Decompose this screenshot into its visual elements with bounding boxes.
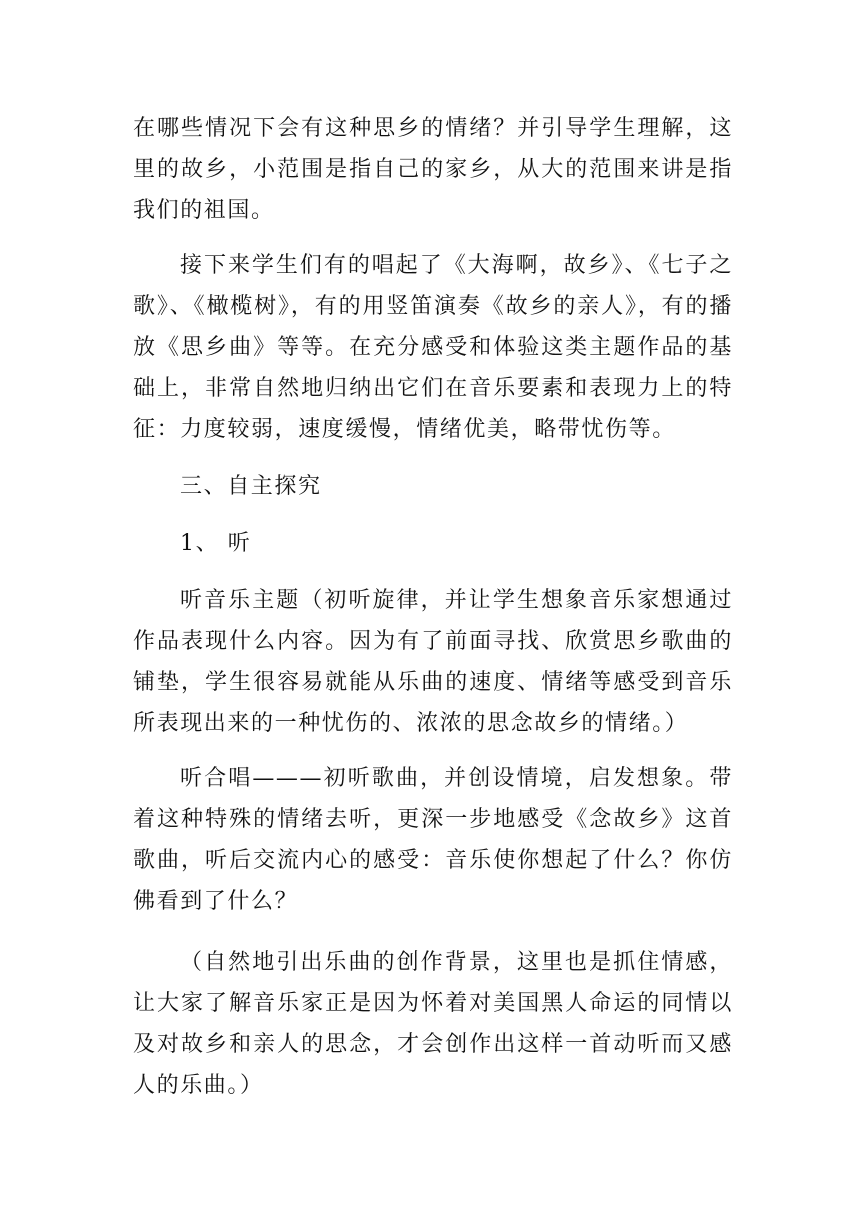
paragraph-listen-chorus: 听合唱———初听歌曲，并创设情境，启发想象。带着这种特殊的情绪去听，更深一步地感受《念故乡》这首歌曲，听后交流内心的感受：音乐使你想起了什么？你仿佛看到了什么？ bbox=[133, 766, 733, 914]
sub-heading: 1、 听 bbox=[180, 531, 252, 556]
paragraph-student-performances: 接下来学生们有的唱起了《大海啊，故乡》、《七子之歌》、《橄榄树》，有的用竖笛演奏《故乡的亲人》，有的播放《思乡曲》等等。在充分感受和体验这类主题作品的基础上，非常自然地归纳出它们在音乐要素和表现力上的特征：力度较弱，速度缓慢，情绪优美，略带忧伤等。 bbox=[133, 253, 733, 442]
paragraph-continuation: 在哪些情况下会有这种思乡的情绪？并引导学生理解，这里的故乡，小范围是指自己的家乡，从大的范围来讲是指我们的祖国。 bbox=[133, 116, 733, 223]
paragraph-background: （自然地引出乐曲的创作背景，这里也是抓住情感，让大家了解音乐家正是因为怀着对美国黑人命运的同情以及对故乡和亲人的思念，才会创作出这样一首动听而又感人的乐曲。） bbox=[133, 950, 733, 1098]
document-body bbox=[133, 108, 733, 1106]
paragraph-listen-theme: 听音乐主题（初听旋律，并让学生想象音乐家想通过作品表现什么内容。因为有了前面寻找、欣赏思乡歌曲的铺垫，学生很容易就能从乐曲的速度、情绪等感受到音乐所表现出来的一种忧伤的、浓浓的思念故乡的情绪。） bbox=[133, 588, 733, 736]
section-heading: 三、自主探究 bbox=[180, 474, 322, 499]
